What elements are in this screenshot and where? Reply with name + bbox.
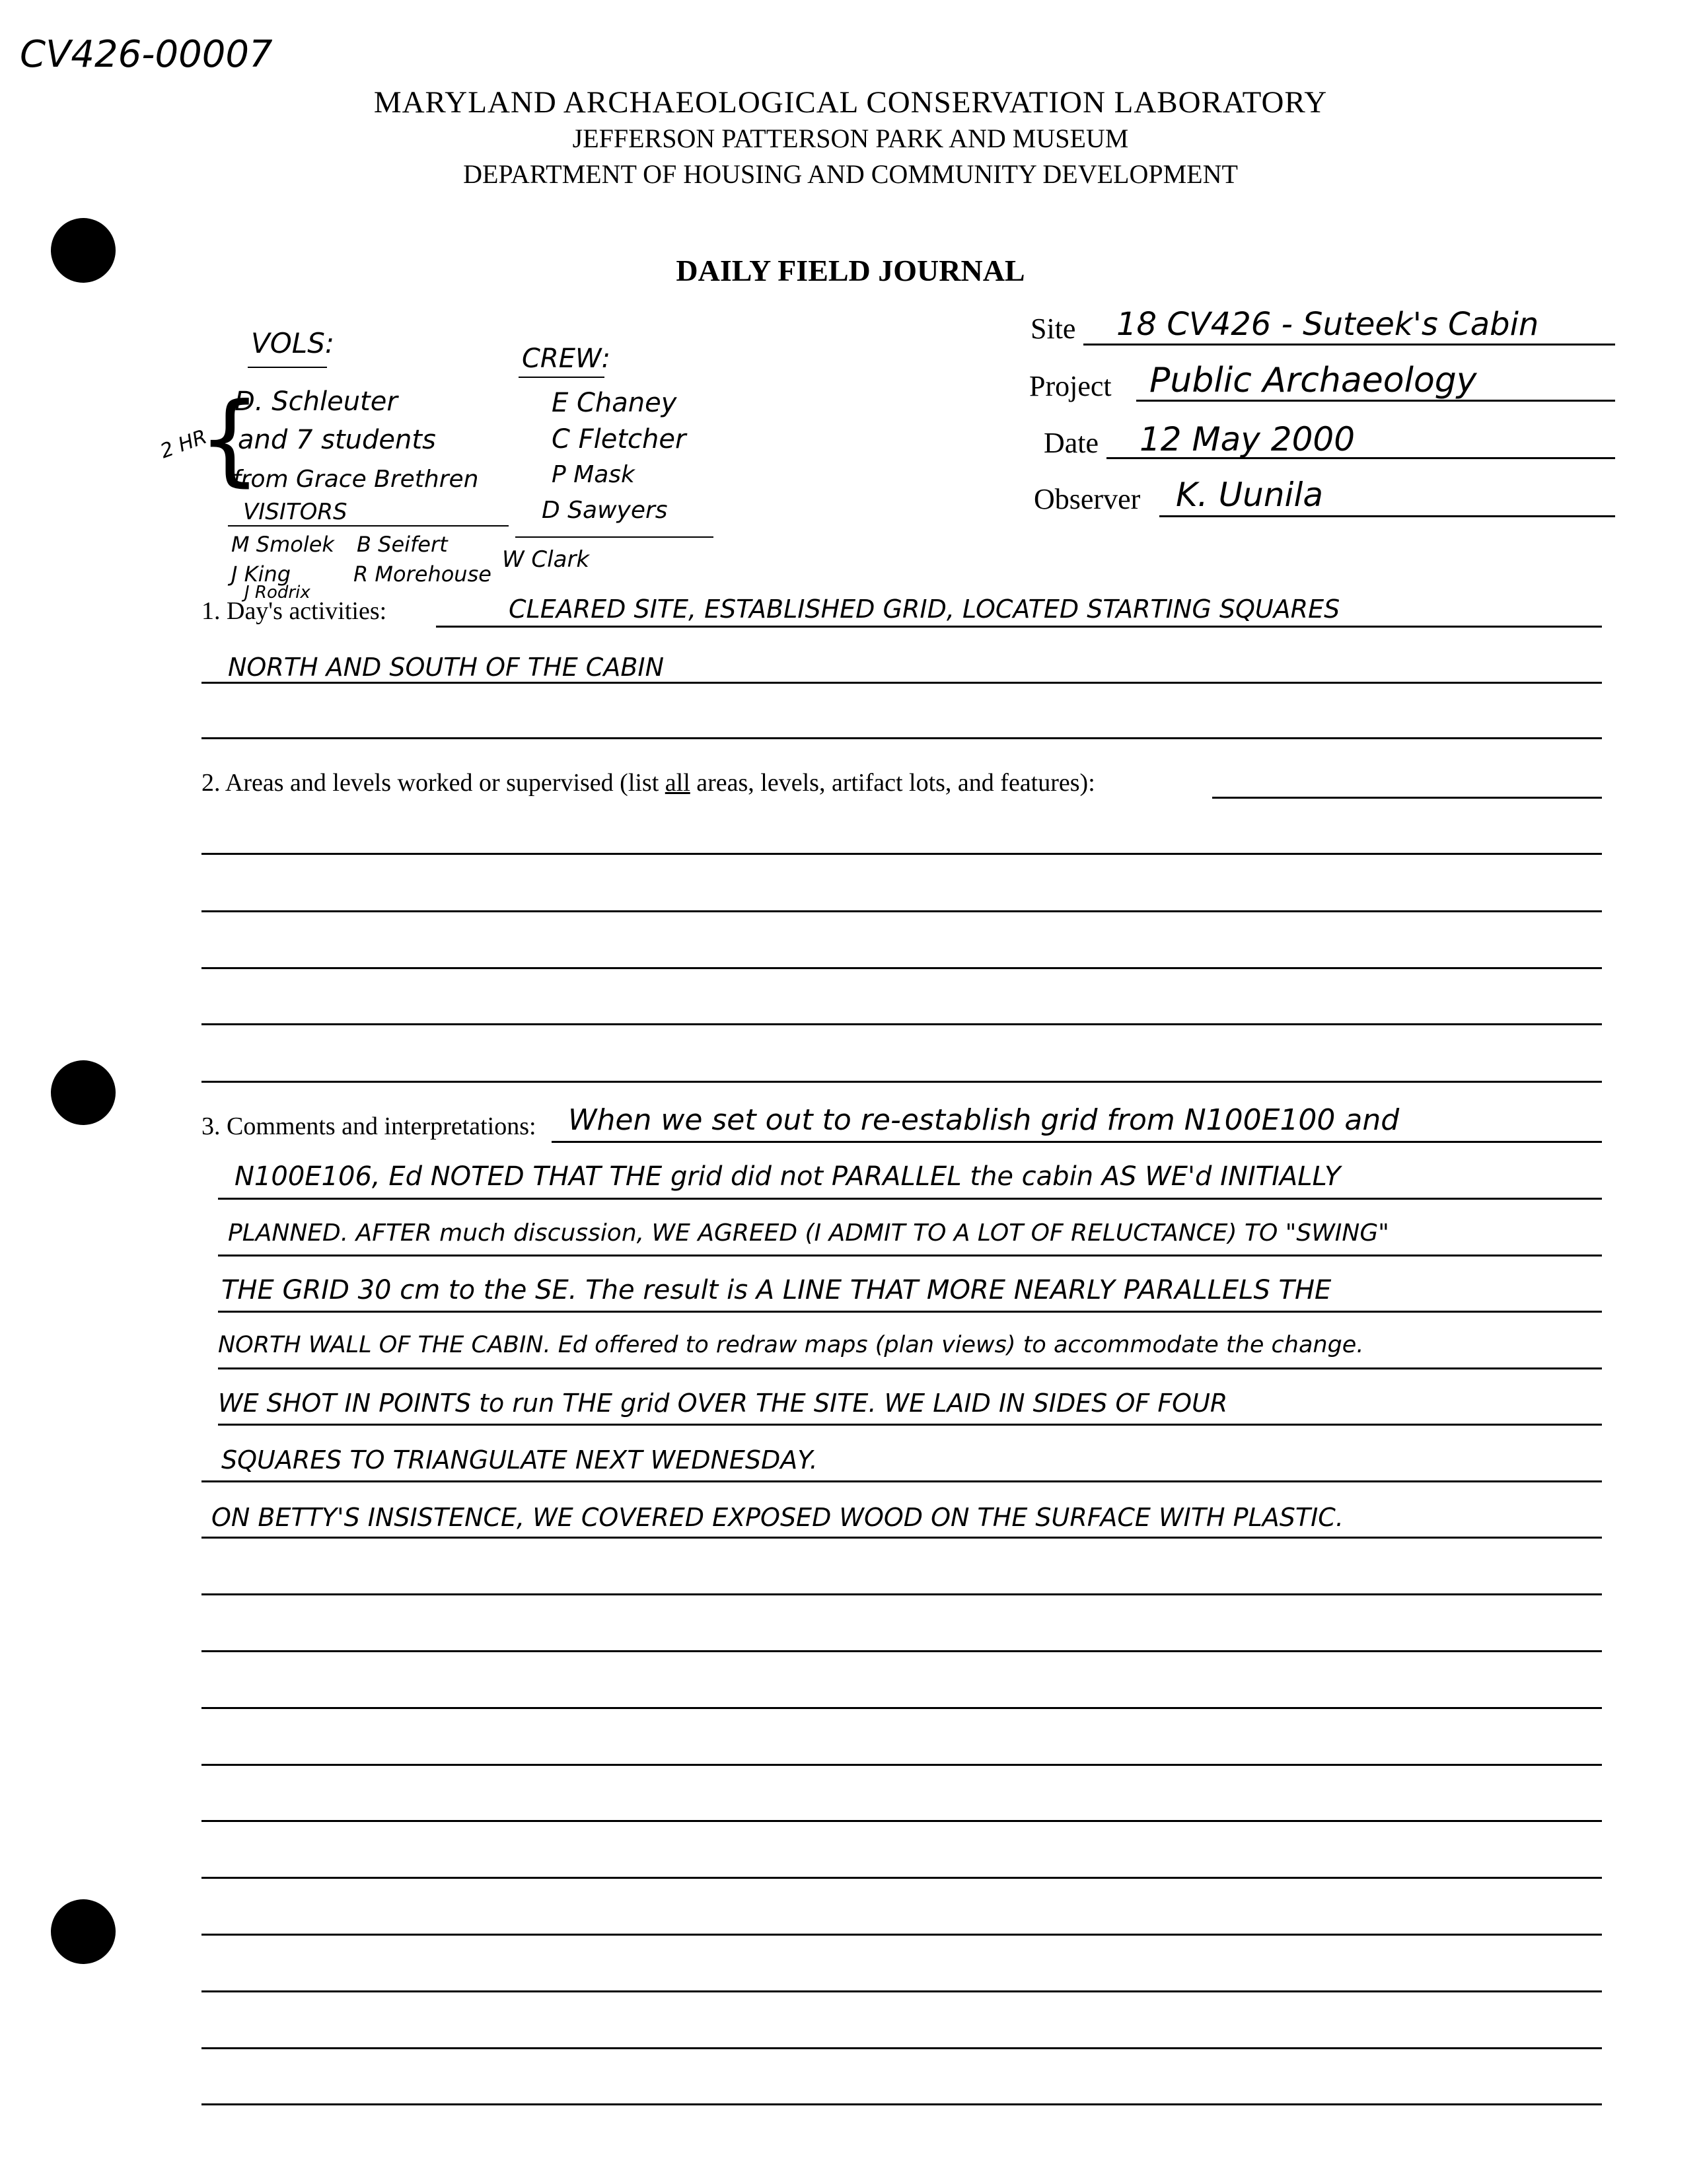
section2-rule-3	[201, 910, 1602, 912]
section3-rule-7	[201, 1480, 1602, 1482]
date-value: 12 May 2000	[1140, 420, 1356, 458]
section3-rule-16	[201, 1990, 1602, 1992]
section3-rule-2	[218, 1198, 1602, 1200]
vol-1: D. Schleuter	[235, 386, 398, 417]
crew-5: W Clark	[502, 546, 590, 573]
section1-rule-2	[201, 682, 1602, 684]
section3-rule-17	[201, 2047, 1602, 2049]
section3-rule-8	[201, 1537, 1602, 1539]
section2-label	[201, 768, 1095, 797]
section2-rule-5	[201, 1023, 1602, 1025]
section2-label-part1: 2. Areas and levels worked or supervised (list	[201, 769, 665, 797]
vols-heading: VOLS:	[251, 327, 334, 359]
section2-rule-4	[201, 967, 1602, 969]
crew-2: C Fletcher	[552, 424, 686, 455]
section3-line-5: NORTH WALL OF THE CABIN. Ed offered to redraw maps (plan views) to accommodate the change.	[218, 1332, 1364, 1358]
section3-rule-5	[218, 1367, 1602, 1369]
header-line-2: JEFFERSON PATTERSON PARK AND MUSEUM	[572, 124, 1129, 153]
project-label: Project	[1029, 370, 1112, 402]
crew-heading-underline	[519, 377, 604, 378]
site-label: Site	[1031, 312, 1076, 345]
vol-3: from Grace Brethren	[233, 466, 479, 493]
section1-rule-3	[201, 737, 1602, 739]
section3-label: 3. Comments and interpretations:	[201, 1112, 536, 1140]
section3-rule-4	[218, 1311, 1602, 1313]
section3-line-1: When we set out to re-establish grid from N100E100 and	[568, 1103, 1400, 1137]
section2-rule-6	[201, 1081, 1602, 1083]
section3-rule-18	[201, 2103, 1602, 2105]
section3-rule-12	[201, 1764, 1602, 1766]
visitor-4: R Morehouse	[353, 562, 491, 587]
section3-rule-14	[201, 1877, 1602, 1879]
section3-rule-11	[201, 1707, 1602, 1709]
hours-note: 2 HR	[157, 425, 210, 464]
section3-line-3: PLANNED. AFTER much discussion, WE AGREED (I ADMIT TO A LOT OF RELUCTANCE) TO "SWING"	[228, 1219, 1389, 1247]
observer-label: Observer	[1034, 483, 1141, 515]
visitors-underline	[228, 525, 509, 527]
section3-rule-3	[218, 1255, 1602, 1256]
section3-line-2: N100E106, Ed NOTED THAT THE grid did not PARALLEL the cabin AS WE'd INITIALLY	[235, 1161, 1341, 1192]
visitor-3: J King	[231, 562, 291, 587]
section1-line-1: CLEARED SITE, ESTABLISHED GRID, LOCATED STARTING SQUARES	[509, 595, 1340, 624]
section3-rule-6	[218, 1424, 1602, 1426]
observer-value: K. Uunila	[1176, 476, 1323, 514]
section3-rule-13	[201, 1820, 1602, 1822]
section3-rule-15	[201, 1934, 1602, 1936]
section2-rule-1	[1212, 797, 1602, 799]
section2-label-underlined: all	[665, 769, 690, 797]
section2-rule-2	[201, 853, 1602, 855]
punch-hole-bottom	[51, 1899, 116, 1964]
section3-rule-10	[201, 1650, 1602, 1652]
header-line-3: DEPARTMENT OF HOUSING AND COMMUNITY DEVELOPMENT	[463, 159, 1238, 189]
vol-2: and 7 students	[238, 425, 436, 455]
section3-line-4: THE GRID 30 cm to the SE. The result is A LINE THAT MORE NEARLY PARALLELS THE	[221, 1275, 1332, 1305]
project-value: Public Archaeology	[1149, 361, 1477, 400]
section3-line-8: ON BETTY'S INSISTENCE, WE COVERED EXPOSED WOOD ON THE SURFACE WITH PLASTIC.	[211, 1503, 1344, 1532]
document-id: CV426-00007	[20, 33, 273, 76]
section3-line-6: WE SHOT IN POINTS to run THE grid OVER THE SITE. WE LAID IN SIDES OF FOUR	[218, 1389, 1228, 1418]
section1-rule-1	[436, 626, 1602, 628]
section3-rule-9	[201, 1593, 1602, 1595]
site-value: 18 CV426 - Suteek's Cabin	[1116, 306, 1539, 343]
observer-rule	[1159, 515, 1615, 517]
date-label: Date	[1044, 427, 1099, 459]
punch-hole-middle	[51, 1060, 116, 1125]
crew-heading: CREW:	[522, 344, 611, 374]
section1-line-2: NORTH AND SOUTH OF THE CABIN	[228, 653, 665, 682]
vols-heading-underline	[248, 367, 327, 368]
visitor-1: M Smolek	[231, 532, 334, 557]
crew-3: P Mask	[552, 461, 635, 488]
header-line-1: MARYLAND ARCHAEOLOGICAL CONSERVATION LABORATORY	[373, 85, 1328, 120]
form-title: DAILY FIELD JOURNAL	[676, 254, 1025, 287]
crew-1: E Chaney	[552, 388, 677, 418]
crew-4: D Sawyers	[542, 497, 668, 524]
section3-line-7: SQUARES TO TRIANGULATE NEXT WEDNESDAY.	[221, 1445, 818, 1474]
visitor-2: B Seifert	[357, 532, 448, 557]
site-rule	[1083, 344, 1615, 346]
section1-label: 1. Day's activities:	[201, 597, 387, 625]
visitors-heading: VISITORS	[243, 499, 347, 525]
visitor-5: J Rodrix	[244, 583, 310, 602]
section2-label-part2: areas, levels, artifact lots, and features):	[690, 769, 1095, 797]
section3-rule-1	[552, 1141, 1602, 1143]
crew-underline	[515, 536, 713, 538]
vols-bracket: {	[198, 382, 262, 497]
